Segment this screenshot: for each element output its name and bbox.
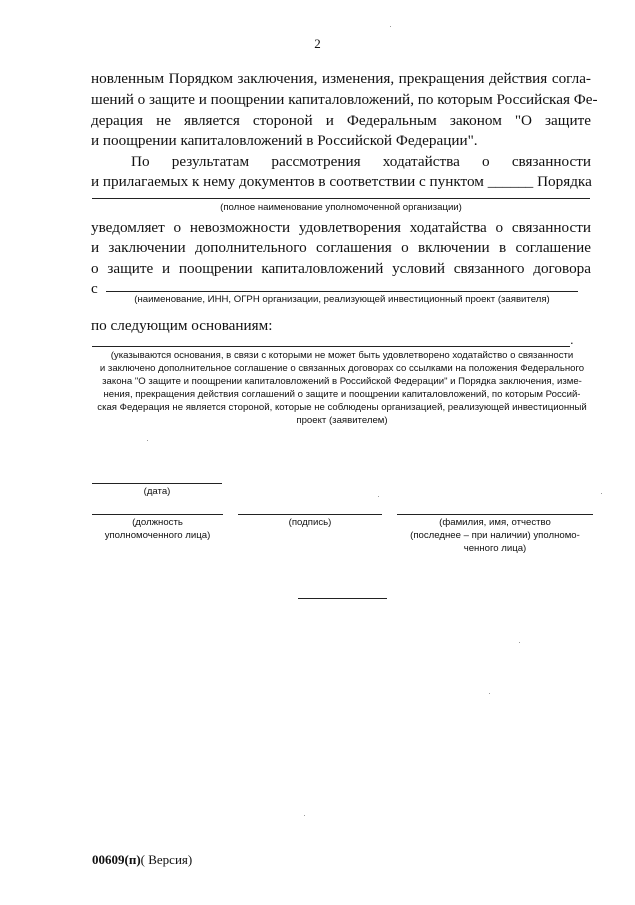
scan-speck — [519, 642, 520, 643]
organization-name-line — [92, 198, 590, 199]
end-separator-line — [298, 598, 387, 599]
applicant-name-line — [106, 291, 578, 292]
scan-speck — [601, 493, 602, 494]
position-caption-line-1: (должность — [132, 517, 183, 528]
grounds-caption-line-1: (указываются основания, в связи с которыми не может быть удовлетворено ходатайство о связанности — [110, 350, 574, 361]
signature-line — [238, 514, 382, 515]
paragraph-3-line-4: с — [91, 280, 98, 297]
full-name-line — [397, 514, 593, 515]
paragraph-2-line-2: и прилагаемых к нему документов в соответствии с пунктом ______ Порядка — [91, 173, 592, 190]
paragraph-1-line-1: новленным Порядком заключения, изменения, прекращения действия согла- — [91, 70, 591, 87]
scan-speck — [304, 815, 305, 816]
scan-speck — [378, 496, 379, 497]
paragraph-3-line-3: о защите и поощрении капиталовложений условий связанного договора — [91, 260, 591, 277]
footer — [92, 852, 192, 868]
page-number: 2 — [314, 36, 321, 51]
grounds-caption-line-4: нения, прекращения действия соглашений о защите и поощрении капиталовложений, по которым Россий- — [103, 389, 581, 400]
footer-code: 00609(п) — [92, 852, 141, 867]
full-name-caption-line-2: (последнее – при наличии) уполномо- — [410, 530, 580, 541]
paragraph-2-line-1: По результатам рассмотрения ходатайства о связанности — [131, 153, 591, 170]
grounds-caption-line-6: проект (заявителем) — [296, 415, 388, 426]
position-caption-line-2: уполномоченного лица) — [104, 530, 211, 541]
paragraph-1-line-3: дерация не является стороной и Федеральным законом "О защите — [91, 112, 591, 129]
scan-speck — [390, 26, 391, 27]
grounds-label: по следующим основаниям: — [91, 317, 273, 334]
paragraph-3-line-1: уведомляет о невозможности удовлетворения ходатайства о связанности — [91, 219, 591, 236]
scan-speck — [147, 440, 148, 441]
position-line — [92, 514, 223, 515]
scan-speck — [489, 693, 490, 694]
organization-caption: (полное наименование уполномоченной организации) — [220, 202, 462, 213]
grounds-caption-line-3: закона "О защите и поощрении капиталовложений в Российской Федерации" и Порядка заключения, изме- — [102, 376, 582, 387]
grounds-caption-line-5: ская Федерация не является стороной, которые не соблюдены организацией, реализующей инвестиционный — [97, 402, 587, 413]
full-name-caption-line-3: ченного лица) — [463, 543, 527, 554]
paragraph-3-line-2: и заключении дополнительного соглашения о включении в соглашение — [91, 239, 591, 256]
date-line — [92, 483, 222, 484]
applicant-caption: (наименование, ИНН, ОГРН организации, реализующей инвестиционный проект (заявителя) — [134, 294, 550, 305]
signature-caption: (подпись) — [288, 517, 332, 528]
footer-version: ( Версия) — [140, 852, 193, 867]
paragraph-1-line-2: шений о защите и поощрении капиталовложений, по которым Российская Фе- — [91, 91, 598, 108]
date-caption: (дата) — [143, 486, 171, 497]
grounds-caption-line-2: и заключено дополнительное соглашение о связанных договорах со ссылками на положения Федерального — [99, 363, 585, 374]
grounds-line-period: . — [570, 332, 574, 347]
grounds-line — [92, 346, 570, 347]
full-name-caption-line-1: (фамилия, имя, отчество — [439, 517, 551, 528]
paragraph-1-line-4: и поощрении капиталовложений в Российской Федерации". — [91, 132, 478, 149]
